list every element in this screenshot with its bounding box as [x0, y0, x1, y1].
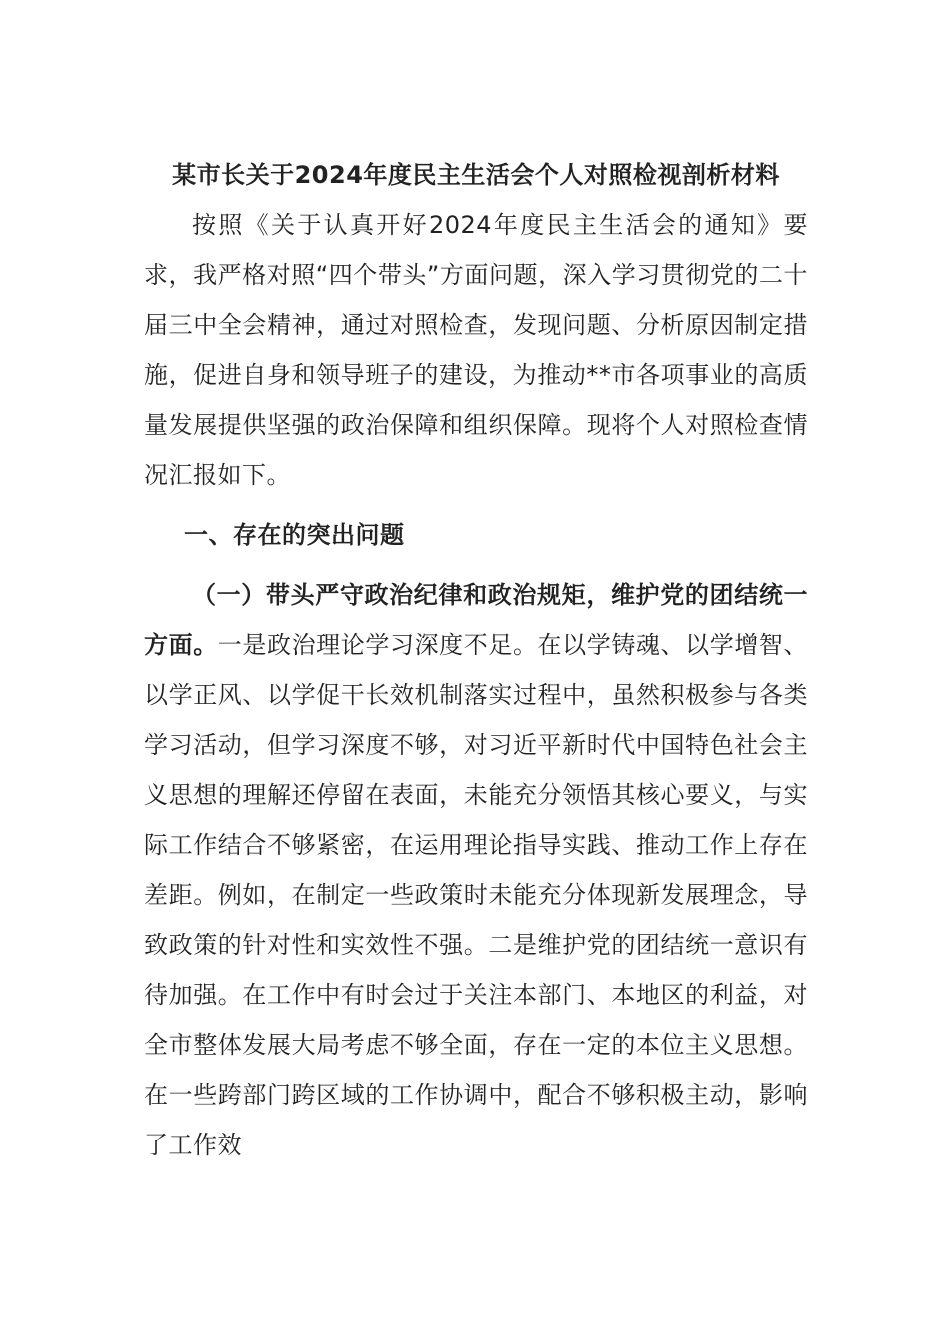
document-title: 某市长关于2024年度民主生活会个人对照检视剖析材料: [172, 161, 780, 189]
document-content: [144, 150, 808, 1170]
intro-paragraph: 按照《关于认真开好2024年度民主生活会的通知》要求，我严格对照“四个带头”方面问题，深入学习贯彻党的二十届三中全会精神，通过对照检查，发现问题、分析原因制定措施，促进自身和领导班子的建设，为推动**市各项事业的高质量发展提供坚强的政治保障和组织保障。现将个人对照检查情况汇报如下。: [144, 211, 808, 489]
subsection-lead: （一）带头严守政治纪律和政治规矩，维护党的团结统一方面。: [144, 581, 808, 659]
subsection-body: 一是政治理论学习深度不足。在以学铸魂、以学增智、以学正风、以学促干长效机制落实过程中，虽然积极参与各类学习活动，但学习深度不够，对习近平新时代中国特色社会主义思想的理解还停留在表面，未能充分领悟其核心要义，与实际工作结合不够紧密，在运用理论指导实践、推动工作上存在差距。例如，在制定一些政策时未能充分体现新发展理念，导致政策的针对性和实效性不强。二是维护党的团结统一意识有待加强。在工作中有时会过于关注本部门、本地区的利益，对全市整体发展大局考虑不够全面，存在一定的本位主义思想。在一些跨部门跨区域的工作协调中，配合不够积极主动，影响了工作效: [144, 631, 809, 1159]
section-heading-1: 一、存在的突出问题: [184, 521, 405, 549]
subsection-paragraph-1: [144, 570, 808, 1170]
